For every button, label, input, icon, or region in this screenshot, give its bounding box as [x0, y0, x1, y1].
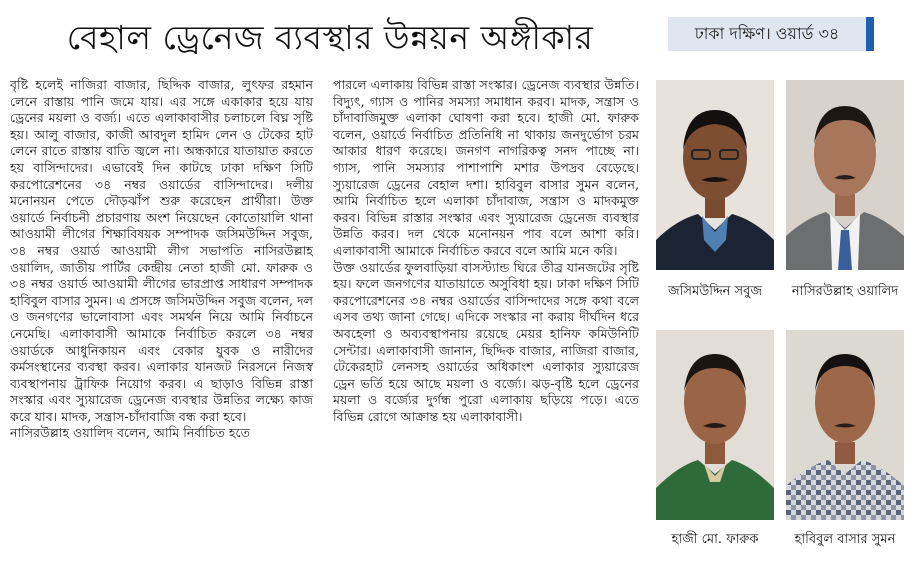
candidate-photo-1 [656, 80, 774, 270]
article-column-2 [333, 77, 639, 547]
candidate-caption-2: নাসিরউল্লাহ ওয়ালিদ [791, 284, 899, 299]
candidate-caption-4: হাবিবুল বাসার সুমন [794, 532, 896, 547]
candidate-caption-3: হাজী মো. ফারুক [671, 532, 759, 547]
candidate-photo-3 [656, 330, 774, 520]
candidate-caption-1: জসিমউদ্দিন সবুজ [668, 284, 762, 299]
column-2-paragraph-1: পারলে এলাকায় বিভিন্ন রাস্তা সংস্কার। ড্রেনেজ ব্যবস্থার উন্নতি। বিদ্যুৎ, গ্যাস ও পানির সমস্যা সমাধান করব। মাদক, সন্ত্রাস ও চাঁদাবাজিমুক্ত এলাকা ঘোষণা করা হবে। হাজী মো. ফারুক বলেন, ওয়ার্ডে নির্বাচিত প্রতিনিধি না থাকায় জনদুর্ভোগ চরম আকার ধারণ করেছে। জনগণ নাগরিকত্ব সনদ পাচ্ছে না। গ্যাস, পানি সমস্যার পাশাপাশি মশার উপদ্রব বেড়েছে। স্যুয়ারেজ ড্রেনের বেহাল দশা। হাবিবুল বাসার সুমন বলেন, আমি নির্বাচিত হলে এলাকা চাঁদাবাজ, সন্ত্রাস ও মাদকমুক্ত করব। বিভিন্ন রাস্তার সংস্কার এবং স্যুয়ারেজ ড্রেনেজ ব্যবস্থার উন্নতি করব। দল থেকে মনোনয়ন পাব বলে আশা করি। এলাকাবাসী আমাকে নির্বাচিত করবে বলে আমি মনে করি। [333, 77, 639, 258]
column-1-text: বৃষ্টি হলেই নাজিরা বাজার, ছিদ্দিক বাজার, লুৎফর রহমান লেনে রাস্তায় পানি জমে যায়। এর সঙ্গে একাকার হয়ে যায় ড্রেনের ময়লা ও বর্জ্য। এতে এলাকাবাসীর চলাচলে বিঘ্ন সৃষ্টি হয়। আলু বাজার, কাজী আবদুল হামিদ লেন ও টেকের হাট লেনে রাতে রাস্তায় বাতি জ্বলে না। অন্ধকারে যাতায়াত করতে হয় বাসিন্দাদের। এভাবেই দিন কাটছে ঢাকা দক্ষিণ সিটি করপোরেশনের ৩৪ নম্বর ওয়ার্ডের বাসিন্দাদের। দলীয় মনোনয়ন পেতে দৌড়ঝাঁপ শুরু করেছেন প্রার্থীরা। উক্ত ওয়ার্ডে নির্বাচনী প্রচারণায় অংশ নিয়েছেন কোতোয়ালি থানা আওয়ামী লীগের শিক্ষাবিষয়ক সম্পাদক জসিমউদ্দিন সবুজ, ৩৪ নম্বর ওয়ার্ড আওয়ামী লীগ সভাপতি নাসিরউল্লাহ ওয়ালিদ, জাতীয় পার্টির কেন্দ্রীয় নেতা হাজী মো. ফারুক ও ৩৪ নম্বর ওয়ার্ড আওয়ামী লীগের ভারপ্রাপ্ত সাধারণ সম্পাদক হাবিবুল বাসার সুমন। এ প্রসঙ্গে জসিমউদ্দিন সবুজ বলেন, দল ও জনগণের ভালোবাসা এবং সমর্থন নিয়ে আমি নির্বাচনে নেমেছি। এলাকাবাসী আমাকে নির্বাচিত করলে ৩৪ নম্বর ওয়ার্ডকে আধুনিকায়ন এবং বেকার যুবক ও নারীদের কর্মসংস্থানের ব্যবস্থা করব। এলাকার যানজট নিরসনে নিজস্ব ব্যবস্থাপনায় ট্রাফিক নিয়োগ করব। এ ছাড়াও বিভিন্ন রাস্তা সংস্কার এবং স্যুয়ারেজ ড্রেনেজ ব্যবস্থার উন্নতির লক্ষ্যে কাজ করে যাব। মাদক, সন্ত্রাস-চাঁদাবাজি বন্ধ করা হবে। [10, 77, 313, 424]
candidate-photo-2 [786, 80, 904, 270]
column-2-paragraph-2: উক্ত ওয়ার্ডের ফুলবাড়িয়া বাসস্ট্যান্ড ঘিরে তীব্র যানজটের সৃষ্টি হয়। ফলে জনগণের যাতায়াতে অসুবিধা হয়। ঢাকা দক্ষিণ সিটি করপোরেশনের ৩৪ নম্বর ওয়ার্ডের বাসিন্দাদের সঙ্গে কথা বলে এসব তথ্য জানা গেছে। এদিকে সংস্কার না করায় দীর্ঘদিন ধরে অবহেলা ও অব্যবস্থাপনায় রয়েছে মেয়র হানিফ কমিউনিটি সেন্টার। এলাকাবাসী জানান, ছিদ্দিক বাজার, নাজিরা বাজার, টেকেরহাট লেনসহ ওয়ার্ডের অধিকাংশ এলাকার স্যুয়ারেজ ড্রেন ভর্তি হয়ে আছে ময়লা ও বর্জ্যে। ঝড়-বৃষ্টি হলে ড্রেনের ময়লা ও বর্জ্যের দুর্গন্ধ পুরো এলাকায় ছড়িয়ে পড়ে। এতে বিভিন্ন রোগে আক্রান্ত হয় এলাকাবাসী। [333, 259, 639, 424]
section-tag: ঢাকা দক্ষিণ। ওয়ার্ড ৩৪ [668, 17, 874, 51]
article-column-1 [10, 77, 313, 547]
headline: বেহাল ড্রেনেজ ব্যবস্থার উন্নয়ন অঙ্গীকার [66, 18, 594, 57]
column-1-continuation: নাসিরউল্লাহ ওয়ালিদ বলেন, আমি নির্বাচিত হতে [10, 425, 251, 441]
candidate-photo-4 [786, 330, 904, 520]
